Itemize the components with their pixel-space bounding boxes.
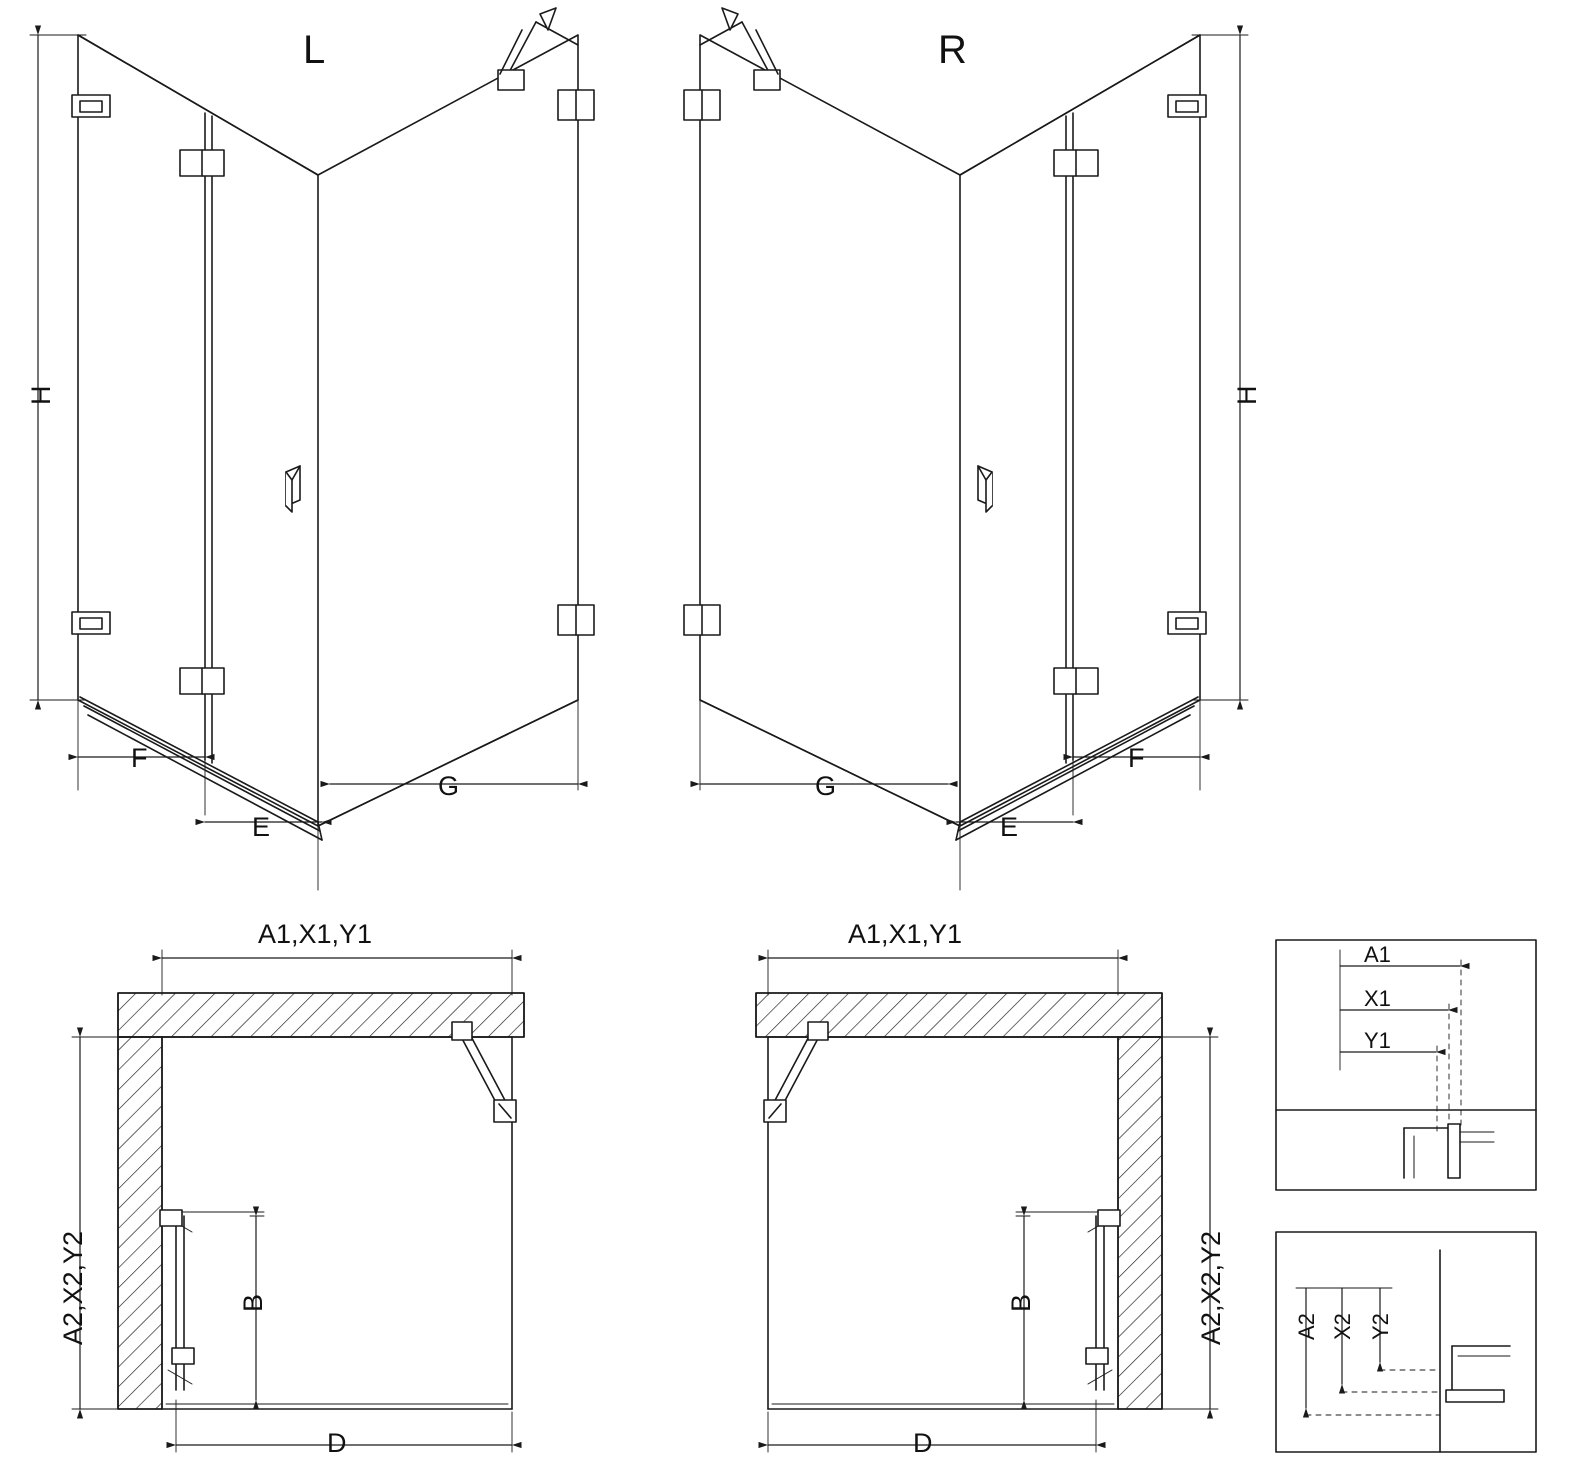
dim-H-left: H: [26, 385, 56, 405]
iso-view-right: [684, 8, 1248, 890]
detail-label-x1: X1: [1364, 986, 1391, 1011]
detail-label-y1: Y1: [1364, 1028, 1391, 1053]
plan-left-top-dim: A1,X1,Y1: [258, 919, 373, 949]
detail-vertical-tolerances: [1276, 1232, 1536, 1452]
detail-horizontal-tolerances: [1276, 940, 1536, 1190]
dim-H-right: H: [1232, 385, 1262, 405]
dim-F-left: F: [131, 743, 148, 773]
detail-label-a1: A1: [1364, 942, 1391, 967]
plan-view-right: [756, 950, 1218, 1452]
dim-E-left: E: [252, 812, 271, 842]
iso-view-left: [30, 8, 594, 890]
dim-G-right: G: [815, 771, 837, 801]
dim-E-right: E: [1000, 812, 1019, 842]
detail-label-y2: Y2: [1368, 1313, 1393, 1340]
plan-left-bottom-dim: D: [327, 1428, 347, 1458]
detail-label-x2: X2: [1330, 1313, 1355, 1340]
plan-right-bottom-dim: D: [913, 1428, 933, 1458]
plan-view-left: [72, 950, 524, 1452]
plan-left-inner-dim: B: [238, 1293, 268, 1312]
plan-right-inner-dim: B: [1006, 1293, 1036, 1312]
plan-right-side-dim: A2,X2,Y2: [1196, 1230, 1226, 1345]
dim-F-right: F: [1128, 743, 1145, 773]
plan-right-top-dim: A1,X1,Y1: [848, 919, 963, 949]
view-label-right: R: [938, 28, 967, 72]
plan-left-side-dim: A2,X2,Y2: [58, 1230, 88, 1345]
dim-G-left: G: [438, 771, 460, 801]
detail-label-a2: A2: [1294, 1313, 1319, 1340]
view-label-left: L: [303, 28, 326, 72]
